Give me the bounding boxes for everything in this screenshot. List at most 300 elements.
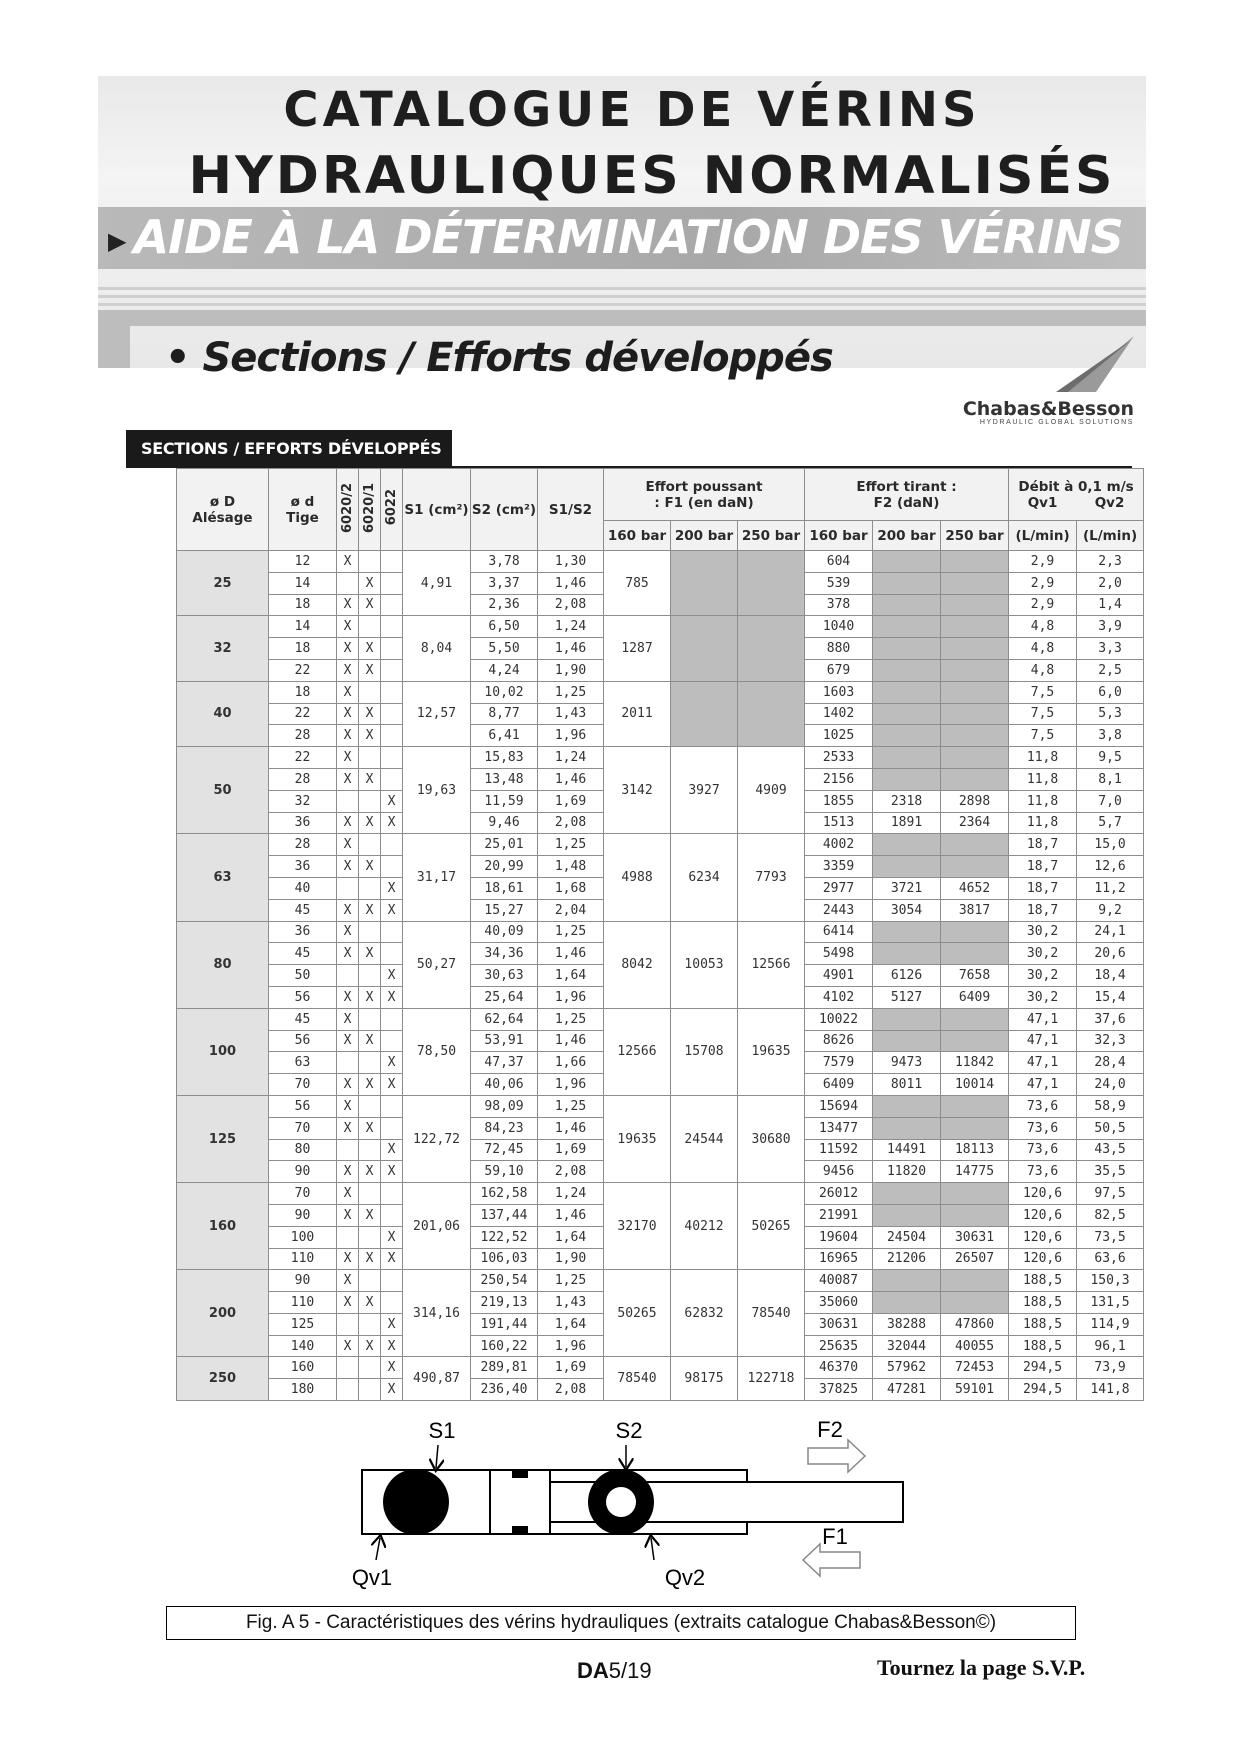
- pull-250: [941, 681, 1009, 703]
- flow-qv1: 188,5: [1009, 1313, 1077, 1335]
- flow-qv2: 73,5: [1077, 1226, 1144, 1248]
- rod-diameter: 180: [269, 1379, 337, 1401]
- flow-qv1: 2,9: [1009, 551, 1077, 573]
- series-mark: X: [337, 986, 359, 1008]
- rod-diameter: 70: [269, 1074, 337, 1096]
- series-mark: [359, 747, 381, 769]
- pull-250: 30631: [941, 1226, 1009, 1248]
- pull-250: 14775: [941, 1161, 1009, 1183]
- rod-diameter: 22: [269, 747, 337, 769]
- pull-200: [873, 1270, 941, 1292]
- series-mark: [381, 616, 403, 638]
- header-push-160: 160 bar: [604, 521, 671, 551]
- pull-200: [873, 551, 941, 573]
- bore-diameter: 200: [177, 1270, 269, 1357]
- series-mark: [337, 1052, 359, 1074]
- header-qv1: Qv1: [1027, 494, 1058, 511]
- rod-diameter: 36: [269, 921, 337, 943]
- pull-200: [873, 943, 941, 965]
- brand-swoosh-icon: [956, 336, 1134, 396]
- table-row: [177, 681, 1144, 703]
- section-ratio: 2,08: [538, 812, 604, 834]
- pull-250: [941, 1204, 1009, 1226]
- push-160: 78540: [604, 1357, 671, 1401]
- bore-diameter: 63: [177, 834, 269, 921]
- bore-diameter: 25: [177, 551, 269, 616]
- section-s2: 9,46: [471, 812, 538, 834]
- push-200: [671, 681, 738, 746]
- table-row: [177, 1270, 1144, 1292]
- push-250: 19635: [738, 1008, 805, 1095]
- pull-200: 32044: [873, 1335, 941, 1357]
- series-mark: X: [359, 899, 381, 921]
- push-160: 4988: [604, 834, 671, 921]
- pull-250: 2898: [941, 790, 1009, 812]
- series-mark: [381, 1204, 403, 1226]
- section-s2: 18,61: [471, 877, 538, 899]
- rod-diameter: 14: [269, 572, 337, 594]
- rod-diameter: 45: [269, 1008, 337, 1030]
- section-ratio: 1,69: [538, 1139, 604, 1161]
- flow-qv1: 120,6: [1009, 1204, 1077, 1226]
- flow-qv1: 18,7: [1009, 877, 1077, 899]
- pull-250: [941, 616, 1009, 638]
- series-mark: [359, 1379, 381, 1401]
- pull-160: 1402: [805, 703, 873, 725]
- flow-qv2: 20,6: [1077, 943, 1144, 965]
- series-mark: X: [381, 1379, 403, 1401]
- section-subtitle: • Sections / Efforts développés: [165, 335, 833, 381]
- flow-qv1: 11,8: [1009, 790, 1077, 812]
- push-200: 3927: [671, 747, 738, 834]
- series-mark: X: [381, 877, 403, 899]
- header-flow: [1009, 469, 1144, 521]
- series-mark: X: [381, 986, 403, 1008]
- series-mark: X: [337, 768, 359, 790]
- section-s2: 3,37: [471, 572, 538, 594]
- series-mark: X: [359, 856, 381, 878]
- series-mark: [381, 1008, 403, 1030]
- section-ratio: 2,08: [538, 1379, 604, 1401]
- series-mark: [359, 1226, 381, 1248]
- pull-250: [941, 1183, 1009, 1205]
- flow-qv1: 188,5: [1009, 1292, 1077, 1314]
- section-s2: 15,27: [471, 899, 538, 921]
- series-mark: [381, 856, 403, 878]
- rod-diameter: 22: [269, 659, 337, 681]
- series-mark: X: [381, 899, 403, 921]
- pull-200: 1891: [873, 812, 941, 834]
- flow-qv2: 7,0: [1077, 790, 1144, 812]
- section-s2: 137,44: [471, 1204, 538, 1226]
- bore-diameter: 32: [177, 616, 269, 681]
- series-mark: [359, 1052, 381, 1074]
- header-qv2-unit: (L/min): [1077, 521, 1144, 551]
- table-row: [177, 921, 1144, 943]
- pull-200: [873, 638, 941, 660]
- pull-250: 7658: [941, 965, 1009, 987]
- section-s1: 78,50: [403, 1008, 471, 1095]
- series-mark: X: [337, 834, 359, 856]
- flow-qv2: 24,1: [1077, 921, 1144, 943]
- flow-qv2: 24,0: [1077, 1074, 1144, 1096]
- series-mark: X: [337, 921, 359, 943]
- flow-qv2: 141,8: [1077, 1379, 1144, 1401]
- series-mark: X: [337, 638, 359, 660]
- pull-200: [873, 856, 941, 878]
- pull-160: 1513: [805, 812, 873, 834]
- pull-250: [941, 1292, 1009, 1314]
- pull-160: 13477: [805, 1117, 873, 1139]
- pull-160: 539: [805, 572, 873, 594]
- rod-diameter: 56: [269, 1030, 337, 1052]
- pull-200: 3721: [873, 877, 941, 899]
- rod-diameter: 18: [269, 681, 337, 703]
- push-250: [738, 551, 805, 616]
- section-ratio: 1,69: [538, 1357, 604, 1379]
- flow-qv2: 50,5: [1077, 1117, 1144, 1139]
- series-mark: X: [337, 725, 359, 747]
- flow-qv2: 9,5: [1077, 747, 1144, 769]
- section-ratio: 1,96: [538, 1335, 604, 1357]
- force-f2-arrow-icon: [808, 1440, 865, 1472]
- pull-160: 30631: [805, 1313, 873, 1335]
- rod-diameter: 28: [269, 834, 337, 856]
- section-s2: 30,63: [471, 965, 538, 987]
- pull-160: 6414: [805, 921, 873, 943]
- push-200: 24544: [671, 1095, 738, 1182]
- banner-heading-text: AIDE À LA DÉTERMINATION DES VÉRINS: [133, 210, 1123, 264]
- series-mark: X: [337, 747, 359, 769]
- rod-diameter: 28: [269, 725, 337, 747]
- label-f1: F1: [822, 1524, 848, 1549]
- rod-diameter: 50: [269, 965, 337, 987]
- pull-160: 3359: [805, 856, 873, 878]
- rod-diameter: 56: [269, 1095, 337, 1117]
- push-250: 50265: [738, 1183, 805, 1270]
- series-mark: [359, 965, 381, 987]
- table-row: [177, 834, 1144, 856]
- section-ratio: 1,46: [538, 943, 604, 965]
- header-6022: 6022: [381, 469, 403, 551]
- section-s2: 47,37: [471, 1052, 538, 1074]
- series-mark: [381, 1292, 403, 1314]
- section-s2: 122,52: [471, 1226, 538, 1248]
- label-s1: S1: [428, 1418, 456, 1443]
- series-mark: [381, 1095, 403, 1117]
- series-mark: X: [337, 1204, 359, 1226]
- section-s1: 490,87: [403, 1357, 471, 1401]
- section-s2: 40,06: [471, 1074, 538, 1096]
- section-ratio: 1,64: [538, 965, 604, 987]
- series-mark: X: [359, 1292, 381, 1314]
- series-mark: X: [359, 986, 381, 1008]
- section-ratio: 2,08: [538, 1161, 604, 1183]
- push-160: 8042: [604, 921, 671, 1008]
- series-mark: [359, 1095, 381, 1117]
- flow-qv2: 63,6: [1077, 1248, 1144, 1270]
- series-mark: [337, 1357, 359, 1379]
- table-row: [177, 1095, 1144, 1117]
- pull-160: 1855: [805, 790, 873, 812]
- pull-200: 11820: [873, 1161, 941, 1183]
- series-mark: X: [359, 659, 381, 681]
- pull-160: 7579: [805, 1052, 873, 1074]
- series-mark: X: [381, 1357, 403, 1379]
- rod-diameter: 70: [269, 1117, 337, 1139]
- series-mark: [337, 1226, 359, 1248]
- section-s2: 25,64: [471, 986, 538, 1008]
- pull-200: 14491: [873, 1139, 941, 1161]
- series-mark: [381, 768, 403, 790]
- flow-qv1: 294,5: [1009, 1379, 1077, 1401]
- pull-200: [873, 1030, 941, 1052]
- header-banner: [98, 76, 1146, 368]
- push-160: 3142: [604, 747, 671, 834]
- pull-200: [873, 594, 941, 616]
- series-mark: [337, 1379, 359, 1401]
- header-pull: Effort tirant : F2 (daN): [805, 469, 1009, 521]
- series-mark: X: [337, 1292, 359, 1314]
- push-200: 15708: [671, 1008, 738, 1095]
- section-s1: 4,91: [403, 551, 471, 616]
- flow-qv2: 15,0: [1077, 834, 1144, 856]
- pull-200: [873, 1204, 941, 1226]
- series-mark: [359, 1183, 381, 1205]
- pull-250: [941, 638, 1009, 660]
- flow-qv2: 3,9: [1077, 616, 1144, 638]
- pull-160: 37825: [805, 1379, 873, 1401]
- rod-diameter: 40: [269, 877, 337, 899]
- pull-160: 1040: [805, 616, 873, 638]
- triangle-bullet-icon: ▶: [108, 226, 126, 255]
- pull-250: [941, 768, 1009, 790]
- pull-160: 16965: [805, 1248, 873, 1270]
- push-160: 19635: [604, 1095, 671, 1182]
- series-mark: X: [359, 703, 381, 725]
- series-mark: X: [359, 1204, 381, 1226]
- push-160: 785: [604, 551, 671, 616]
- footer-note: Tournez la page S.V.P.: [877, 1655, 1086, 1680]
- push-200: 62832: [671, 1270, 738, 1357]
- section-ratio: 1,25: [538, 1270, 604, 1292]
- section-ratio: 1,25: [538, 1008, 604, 1030]
- series-mark: X: [359, 1335, 381, 1357]
- flow-qv2: 1,4: [1077, 594, 1144, 616]
- pull-250: [941, 572, 1009, 594]
- pull-200: [873, 725, 941, 747]
- pull-250: [941, 594, 1009, 616]
- pull-160: 15694: [805, 1095, 873, 1117]
- push-200: 40212: [671, 1183, 738, 1270]
- flow-qv1: 120,6: [1009, 1183, 1077, 1205]
- bore-diameter: 250: [177, 1357, 269, 1401]
- section-s2: 13,48: [471, 768, 538, 790]
- section-s2: 5,50: [471, 638, 538, 660]
- series-mark: X: [359, 812, 381, 834]
- pull-200: 9473: [873, 1052, 941, 1074]
- pull-200: 6126: [873, 965, 941, 987]
- table-row: [177, 616, 1144, 638]
- series-mark: [359, 681, 381, 703]
- flow-qv1: 188,5: [1009, 1335, 1077, 1357]
- series-mark: X: [337, 1074, 359, 1096]
- flow-qv2: 58,9: [1077, 1095, 1144, 1117]
- series-mark: X: [337, 681, 359, 703]
- flow-qv2: 6,0: [1077, 681, 1144, 703]
- figure-caption: Fig. A 5 - Caractéristiques des vérins hydrauliques (extraits catalogue Chabas&Besson©): [166, 1606, 1076, 1640]
- catalogue-title-line1: CATALOGUE DE VÉRINS: [283, 82, 981, 138]
- series-mark: [381, 1183, 403, 1205]
- section-ratio: 1,43: [538, 703, 604, 725]
- pull-250: [941, 551, 1009, 573]
- flow-qv1: 73,6: [1009, 1117, 1077, 1139]
- pull-250: [941, 747, 1009, 769]
- push-160: 2011: [604, 681, 671, 746]
- table-row: [177, 1357, 1144, 1379]
- flow-qv1: 18,7: [1009, 856, 1077, 878]
- series-mark: X: [381, 1248, 403, 1270]
- pull-200: [873, 681, 941, 703]
- section-s2: 25,01: [471, 834, 538, 856]
- pull-250: [941, 1117, 1009, 1139]
- flow-qv1: 47,1: [1009, 1008, 1077, 1030]
- pull-160: 2533: [805, 747, 873, 769]
- section-s1: 31,17: [403, 834, 471, 921]
- bore-diameter: 50: [177, 747, 269, 834]
- section-ratio: 1,46: [538, 572, 604, 594]
- section-s2: 162,58: [471, 1183, 538, 1205]
- flow-qv2: 11,2: [1077, 877, 1144, 899]
- rod-diameter: 160: [269, 1357, 337, 1379]
- pull-200: [873, 1095, 941, 1117]
- series-mark: X: [381, 1226, 403, 1248]
- series-mark: X: [359, 638, 381, 660]
- flow-qv1: 2,9: [1009, 594, 1077, 616]
- pull-160: 2443: [805, 899, 873, 921]
- section-ratio: 1,68: [538, 877, 604, 899]
- push-250: 78540: [738, 1270, 805, 1357]
- rod-diameter: 63: [269, 1052, 337, 1074]
- series-mark: X: [381, 812, 403, 834]
- push-200: 98175: [671, 1357, 738, 1401]
- series-mark: [337, 1139, 359, 1161]
- label-s2: S2: [615, 1418, 643, 1443]
- pull-250: [941, 1095, 1009, 1117]
- label-qv1: Qv1: [351, 1565, 393, 1590]
- section-ratio: 1,46: [538, 1030, 604, 1052]
- pull-160: 26012: [805, 1183, 873, 1205]
- series-mark: [337, 790, 359, 812]
- series-mark: [359, 1008, 381, 1030]
- series-mark: [381, 594, 403, 616]
- pull-250: 40055: [941, 1335, 1009, 1357]
- section-s2: 160,22: [471, 1335, 538, 1357]
- series-mark: X: [337, 856, 359, 878]
- flow-qv2: 73,9: [1077, 1357, 1144, 1379]
- section-s2: 10,02: [471, 681, 538, 703]
- pull-250: [941, 921, 1009, 943]
- label-f2: F2: [817, 1417, 843, 1442]
- section-s2: 98,09: [471, 1095, 538, 1117]
- pull-250: 11842: [941, 1052, 1009, 1074]
- push-200: 10053: [671, 921, 738, 1008]
- section-s1: 50,27: [403, 921, 471, 1008]
- header-6020-2: 6020/2: [337, 469, 359, 551]
- rod-diameter: 90: [269, 1204, 337, 1226]
- pull-250: [941, 943, 1009, 965]
- section-ratio: 1,48: [538, 856, 604, 878]
- series-mark: X: [359, 1117, 381, 1139]
- pull-200: [873, 768, 941, 790]
- flow-qv1: 11,8: [1009, 768, 1077, 790]
- header-alesage: ø D Alésage: [177, 469, 269, 551]
- section-s2: 59,10: [471, 1161, 538, 1183]
- flow-qv2: 97,5: [1077, 1183, 1144, 1205]
- rod-diameter: 140: [269, 1335, 337, 1357]
- series-mark: [381, 921, 403, 943]
- series-mark: [381, 572, 403, 594]
- banner-notch: [98, 326, 130, 368]
- series-mark: [359, 790, 381, 812]
- section-ratio: 1,25: [538, 681, 604, 703]
- push-160: 1287: [604, 616, 671, 681]
- flow-qv1: 30,2: [1009, 943, 1077, 965]
- pull-160: 11592: [805, 1139, 873, 1161]
- rod-diameter: 18: [269, 638, 337, 660]
- pull-200: 5127: [873, 986, 941, 1008]
- rod-diameter: 14: [269, 616, 337, 638]
- pull-160: 6409: [805, 1074, 873, 1096]
- pull-160: 4901: [805, 965, 873, 987]
- flow-qv2: 150,3: [1077, 1270, 1144, 1292]
- brand-logo: [956, 336, 1134, 426]
- series-mark: X: [337, 551, 359, 573]
- section-ratio: 1,43: [538, 1292, 604, 1314]
- pull-160: 8626: [805, 1030, 873, 1052]
- pull-160: 35060: [805, 1292, 873, 1314]
- flow-qv1: 18,7: [1009, 834, 1077, 856]
- series-mark: X: [337, 616, 359, 638]
- section-tab: SECTIONS / EFFORTS DÉVELOPPÉS: [126, 430, 452, 467]
- header-tige: ø d Tige: [269, 469, 337, 551]
- header-push: Effort poussant : F1 (en daN): [604, 469, 805, 521]
- section-s2: 289,81: [471, 1357, 538, 1379]
- rod-diameter: 80: [269, 1139, 337, 1161]
- series-mark: [337, 1313, 359, 1335]
- flow-qv2: 28,4: [1077, 1052, 1144, 1074]
- series-mark: [359, 1270, 381, 1292]
- series-mark: X: [337, 1183, 359, 1205]
- push-200: [671, 551, 738, 616]
- section-ratio: 1,30: [538, 551, 604, 573]
- series-mark: X: [381, 790, 403, 812]
- flow-qv1: 47,1: [1009, 1052, 1077, 1074]
- series-mark: X: [359, 572, 381, 594]
- pull-250: 4652: [941, 877, 1009, 899]
- section-ratio: 1,46: [538, 1204, 604, 1226]
- push-160: 12566: [604, 1008, 671, 1095]
- pull-250: 18113: [941, 1139, 1009, 1161]
- rod-diameter: 18: [269, 594, 337, 616]
- push-250: 7793: [738, 834, 805, 921]
- header-pull-250: 250 bar: [941, 521, 1009, 551]
- section-s1-icon: [383, 1469, 449, 1535]
- pull-160: 25635: [805, 1335, 873, 1357]
- flow-qv2: 2,5: [1077, 659, 1144, 681]
- header-pull-200: 200 bar: [873, 521, 941, 551]
- push-250: 122718: [738, 1357, 805, 1401]
